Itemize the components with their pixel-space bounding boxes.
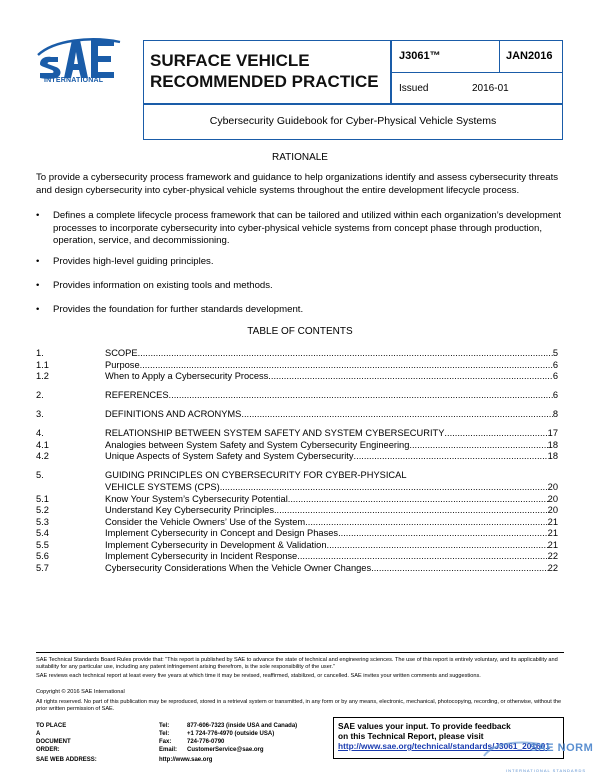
toc-entry[interactable] (36, 360, 558, 372)
toc-number: 1.1 (36, 359, 49, 370)
tel-value: 877-606-7323 (inside USA and Canada) (187, 723, 298, 729)
toc-page: 21 (547, 539, 558, 550)
toc-page: 22 (547, 563, 558, 574)
toc-title: Unique Aspects of System Safety and System Cybersecurity (105, 451, 354, 462)
toc-number: 1.2 (36, 371, 49, 382)
document-subtitle: Cybersecurity Guidebook for Cyber-Physical Vehicle Systems (209, 115, 497, 127)
toc-title: Cybersecurity Considerations When the Vehicle Owner Changes (105, 563, 372, 574)
toc-number: 3. (36, 409, 44, 420)
issued-value: 2016-01 (472, 83, 509, 94)
toc-title-line1: GUIDING PRINCIPLES ON CYBERSECURITY FOR CYBER-PHYSICAL (105, 470, 407, 481)
toc-number: 5.2 (36, 505, 49, 516)
toc-page: 20 (547, 505, 558, 516)
toc-number: 5.5 (36, 539, 49, 550)
bullet-dot-icon: • (36, 304, 40, 315)
email-link[interactable]: CustomerService@sae.org (187, 747, 264, 753)
toc-page: 20 (547, 493, 558, 504)
web-address-link[interactable]: http://www.sae.org (159, 757, 213, 763)
bullet-text: Provides high-level guiding principles. (53, 256, 214, 267)
document-code: J3061™ (399, 50, 441, 62)
toc-entry[interactable] (36, 505, 558, 517)
bullet-text: Provides information on existing tools and methods. (53, 280, 273, 291)
issued-label: Issued (399, 83, 429, 94)
toc-number: 5.1 (36, 493, 49, 504)
footer-divider (36, 652, 564, 653)
toc-entry[interactable] (36, 409, 558, 421)
toc-title: Implement Cybersecurity in Development & Validation (105, 539, 327, 550)
bullet-text: Provides the foundation for further standards development. (53, 304, 304, 315)
toc-number: 4. (36, 428, 44, 439)
toc-entry[interactable] (36, 494, 558, 506)
bullet-dot-icon: • (36, 210, 40, 221)
toc-title: Understand Key Cybersecurity Principles (105, 505, 274, 516)
toc-title: Implement Cybersecurity in Incident Response (105, 551, 298, 562)
web-address-label: SAE WEB ADDRESS: (36, 757, 97, 763)
toc-number: 5. (36, 470, 44, 481)
rationale-paragraph: To provide a cybersecurity process framework and guidance to help organizations identify and assess cybersecurity threats and design cybersecurity into cyber-physical vehicle systems throughout the entire development lifecycle process. (36, 172, 559, 196)
toc-page: 17 (547, 428, 558, 439)
toc-entry[interactable] (36, 390, 558, 402)
order-label: TO PLACE A DOCUMENT ORDER: (36, 723, 71, 753)
toc-page: 6 (552, 359, 558, 370)
toc-title: Implement Cybersecurity in Concept and Design Phases (105, 528, 339, 539)
footer-review-notice: SAE reviews each technical report at least every five years at which time it may be revised, reaffirmed, stabilized, or cancelled. SAE invites your written comments and suggestions. (36, 673, 481, 679)
tel-label: Tel: (159, 723, 170, 729)
toc-number: 4.1 (36, 439, 49, 450)
toc-page: 6 (552, 371, 558, 382)
email-label: Email: (159, 747, 178, 753)
toc-number: 5.4 (36, 528, 49, 539)
tel2-value: +1 724-776-4970 (outside USA) (187, 731, 275, 737)
toc-number: 5.6 (36, 551, 49, 562)
toc-page: 18 (547, 439, 558, 450)
fax-value: 724-776-0790 (187, 739, 225, 745)
toc-title: REFERENCES (105, 390, 169, 401)
toc-entry-continuation[interactable] (36, 482, 558, 494)
toc-title: Purpose (105, 359, 140, 370)
toc-entry[interactable] (36, 428, 558, 440)
rationale-bullet (36, 210, 564, 250)
rationale-heading: RATIONALE (272, 152, 328, 163)
toc-entry[interactable] (36, 540, 558, 552)
toc-entry[interactable] (36, 440, 558, 452)
toc-title: DEFINITIONS AND ACRONYMS (105, 409, 242, 420)
footer-rules-notice: SAE Technical Standards Board Rules provide that: “This report is published by SAE to advance the state of technical and engineering sciences. The use of this report is entirely voluntary, and its applicability and suitability for any particular use, including any patent infringement arising therefrom, is the sole responsibility of the user.” (36, 657, 558, 671)
toc-entry[interactable] (36, 551, 558, 563)
toc-entry[interactable] (36, 470, 558, 482)
bullet-text: Defines a complete lifecycle process framework that can be tailored and utilized within each organization’s development processes to incorporate cybersecurity into cyber-physical vehicle systems from concept phase through production, operation, service, and decommissioning. (53, 210, 562, 246)
toc-entry[interactable] (36, 528, 558, 540)
table-of-contents (36, 348, 558, 575)
toc-page: 22 (547, 551, 558, 562)
feedback-link[interactable]: http://www.sae.org/technical/standards/J3061_201601 (338, 741, 550, 751)
document-date: JAN2016 (506, 50, 553, 62)
toc-number: 2. (36, 390, 44, 401)
toc-entry[interactable] (36, 348, 558, 360)
toc-page: 8 (552, 409, 558, 420)
bullet-dot-icon: • (36, 256, 40, 267)
toc-number: 4.2 (36, 451, 49, 462)
toc-entry[interactable] (36, 451, 558, 463)
document-type-title: SURFACE VEHICLE RECOMMENDED PRACTICE (150, 51, 379, 91)
watermark-subtext: INTERNATIONAL STANDARDS (506, 768, 587, 773)
toc-page: 18 (547, 451, 558, 462)
toc-entry[interactable] (36, 517, 558, 529)
toc-page: 6 (552, 390, 558, 401)
toc-title: VEHICLE SYSTEMS (CPS) (105, 481, 220, 492)
toc-page: 21 (547, 528, 558, 539)
fax-label: Fax: (159, 739, 172, 745)
feedback-text-line2: on this Technical Report, please visit (338, 731, 484, 741)
bullet-dot-icon: • (36, 280, 40, 291)
toc-number: 5.3 (36, 516, 49, 527)
logo-brand-text: INTERNATIONAL (44, 77, 104, 84)
toc-page: 5 (552, 348, 558, 358)
toc-number: 1. (36, 348, 44, 358)
toc-title: Know Your System’s Cybersecurity Potential (105, 493, 288, 504)
toc-heading: TABLE OF CONTENTS (247, 326, 353, 337)
tel2-label: Tel: (159, 731, 170, 737)
toc-page: 20 (547, 481, 558, 492)
watermark-text: SAE NORM (530, 742, 594, 754)
document-header (143, 40, 563, 140)
toc-entry[interactable] (36, 371, 558, 383)
toc-page: 21 (547, 516, 558, 527)
toc-title: RELATIONSHIP BETWEEN SYSTEM SAFETY AND SYSTEM CYBERSECURITY (105, 428, 445, 439)
toc-title: Analogies between System Safety and System Cybersecurity Engineering (105, 439, 410, 450)
footer-copyright: Copyright © 2016 SAE International (36, 689, 125, 695)
footer-rights-notice: All rights reserved. No part of this publication may be reproduced, stored in a retrieval system or transmitted, in any form or by any means, electronic, mechanical, photocopying, recording, or otherwise, without the prior written permission of SAE. (36, 699, 562, 713)
toc-title: When to Apply a Cybersecurity Process (105, 371, 269, 382)
toc-title: Consider the Vehicle Owners’ Use of the System (105, 516, 306, 527)
toc-entry[interactable] (36, 563, 558, 575)
toc-title: SCOPE (105, 348, 138, 358)
feedback-text-line1: SAE values your input. To provide feedback (338, 721, 511, 731)
toc-number: 5.7 (36, 563, 49, 574)
